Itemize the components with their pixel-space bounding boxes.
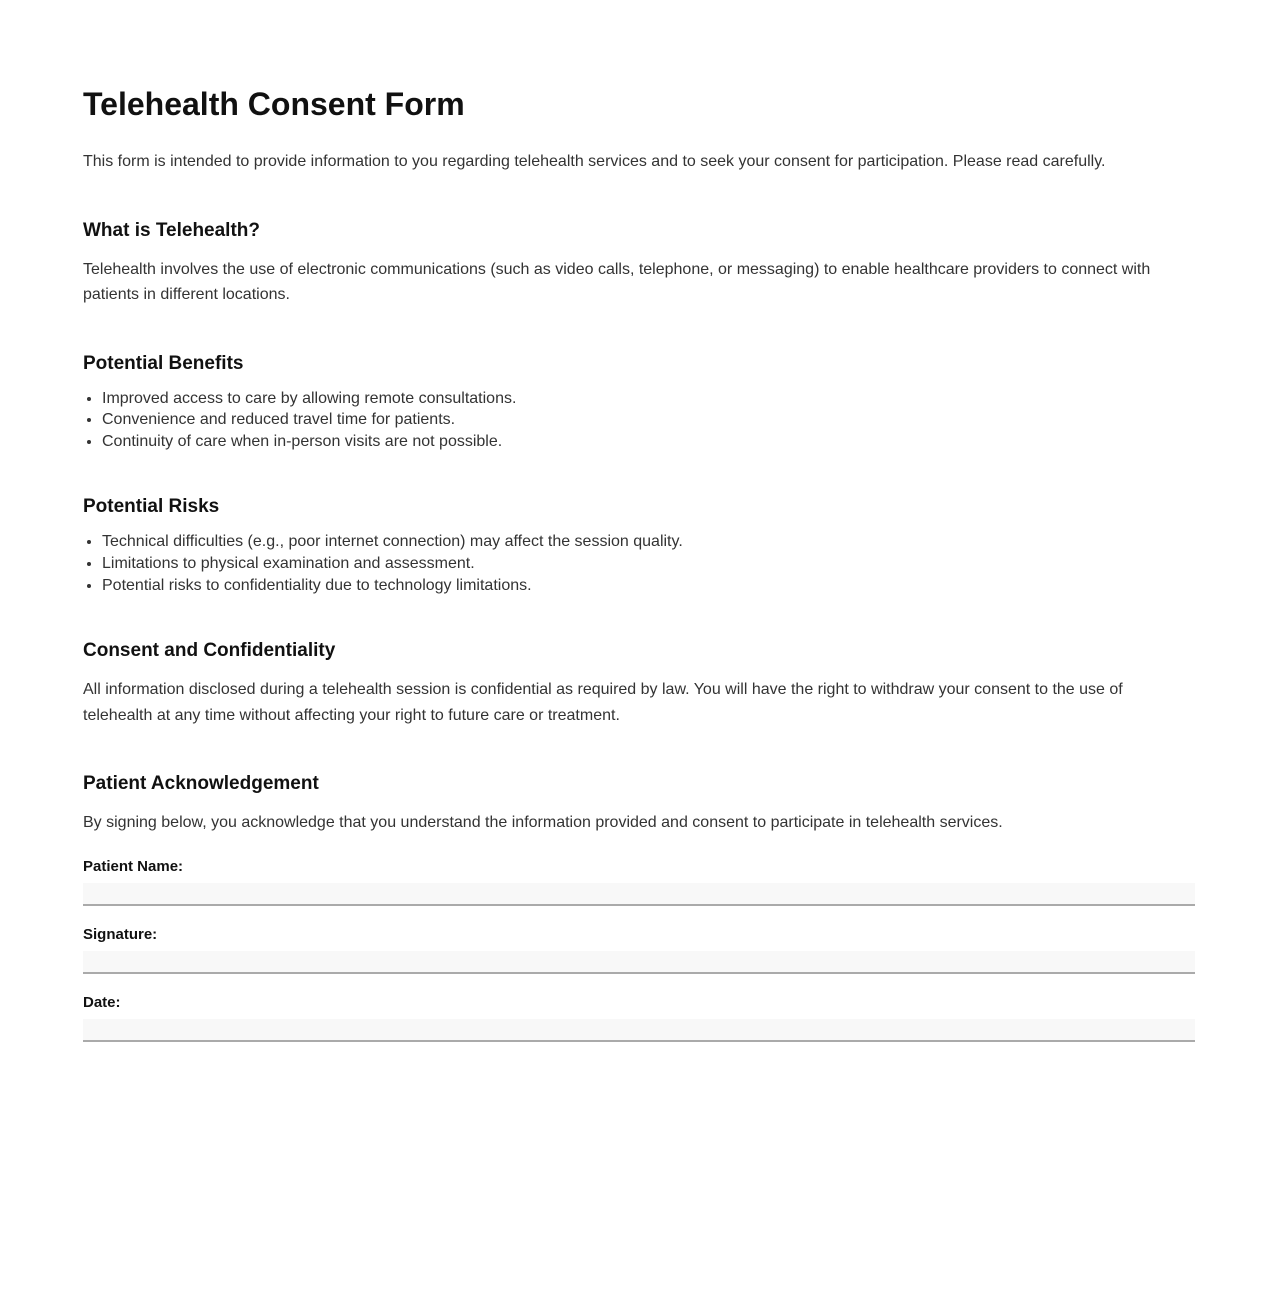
patient-name-field-group [83,858,1195,906]
potential-benefits-heading: Potential Benefits [83,352,244,374]
consent-confidentiality-heading: Consent and Confidentiality [83,640,336,662]
list-item: • Limitations to physical examination and assessment. [102,555,1195,574]
list-item: • Continuity of care when in-person visits are not possible. [102,433,1195,452]
consent-confidentiality-body: All information disclosed during a telehealth session is confidential as required by law. You will have the right to withdraw your consent to the use of telehealth at any time without affecting your right to future care or treatment. [83,681,1123,724]
patient-acknowledgement-body: By signing below, you acknowledge that you understand the information provided and consent to participate in telehealth services. [83,814,1003,832]
patient-name-label: Patient Name: [83,857,184,875]
signature-field-group [83,926,1195,974]
date-input[interactable] [83,1019,1195,1042]
risks-list [83,533,1195,595]
patient-acknowledgement-heading: Patient Acknowledgement [83,773,319,795]
patient-name-input[interactable] [83,883,1195,906]
date-field-group [83,994,1195,1042]
section-what-is-telehealth [83,220,1195,308]
signature-label: Signature: [83,925,158,943]
list-item: • Improved access to care by allowing remote consultations. [102,390,1195,409]
list-item: • Potential risks to confidentiality due to technology limitations. [102,577,1195,596]
what-is-telehealth-heading: What is Telehealth? [83,219,261,241]
benefits-list [83,390,1195,452]
signature-form [83,858,1195,1042]
list-item: • Technical difficulties (e.g., poor internet connection) may affect the session quality. [102,533,1195,552]
section-potential-benefits [83,353,1195,452]
list-item: • Convenience and reduced travel time for patients. [102,411,1195,430]
section-potential-risks [83,496,1195,595]
intro-text: This form is intended to provide information to you regarding telehealth services and to seek your consent for participation. Please read carefully. [83,153,1106,170]
section-patient-acknowledgement [83,773,1195,1042]
potential-risks-heading: Potential Risks [83,496,220,518]
what-is-telehealth-body: Telehealth involves the use of electronic communications (such as video calls, telephone, or messaging) to enable healthcare providers to connect with patients in different locations. [83,260,1151,304]
page-title: Telehealth Consent Form [83,86,465,122]
section-consent-and-confidentiality [83,640,1195,728]
signature-input[interactable] [83,951,1195,974]
date-label: Date: [83,993,121,1011]
